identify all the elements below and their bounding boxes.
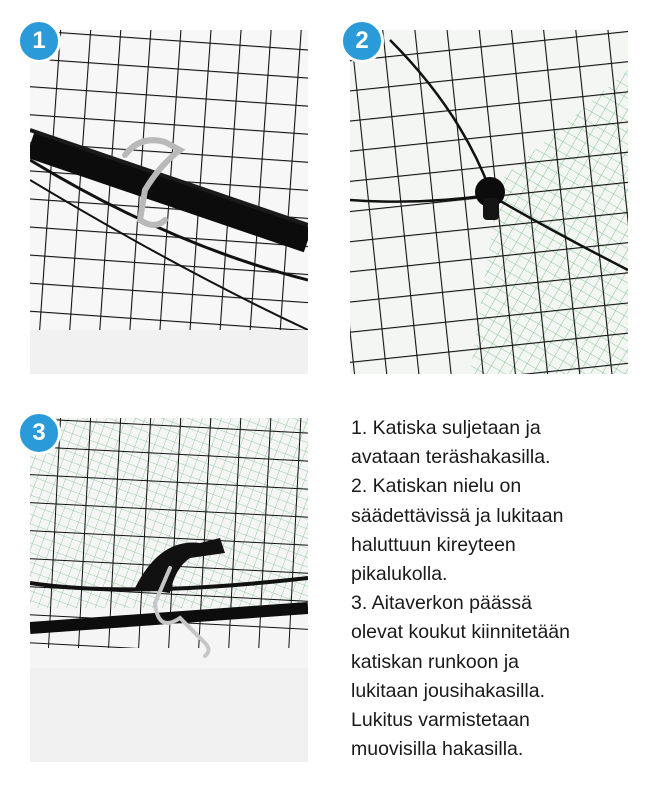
instructions-text: 1. Katiska suljetaan ja avataan teräshakasilla. 2. Katiskan nielu on säädettävissä ja lukitaan haluttuun kireyteen pikalukolla. 3. Aitaverkon päässä olevat koukut kiinnitetään katiskan runkoon ja lukitaan jousihakasilla. Lukitus varmistetaan muovisilla hakasilla. [351, 417, 570, 761]
step-badge-1: 1 [17, 19, 61, 63]
step-badge-2: 2 [340, 19, 384, 63]
photo-steel-hook [30, 30, 308, 374]
photo-quick-lock [350, 30, 628, 374]
step-badge-3: 3 [17, 411, 61, 455]
photo-spring-hook [30, 418, 308, 762]
